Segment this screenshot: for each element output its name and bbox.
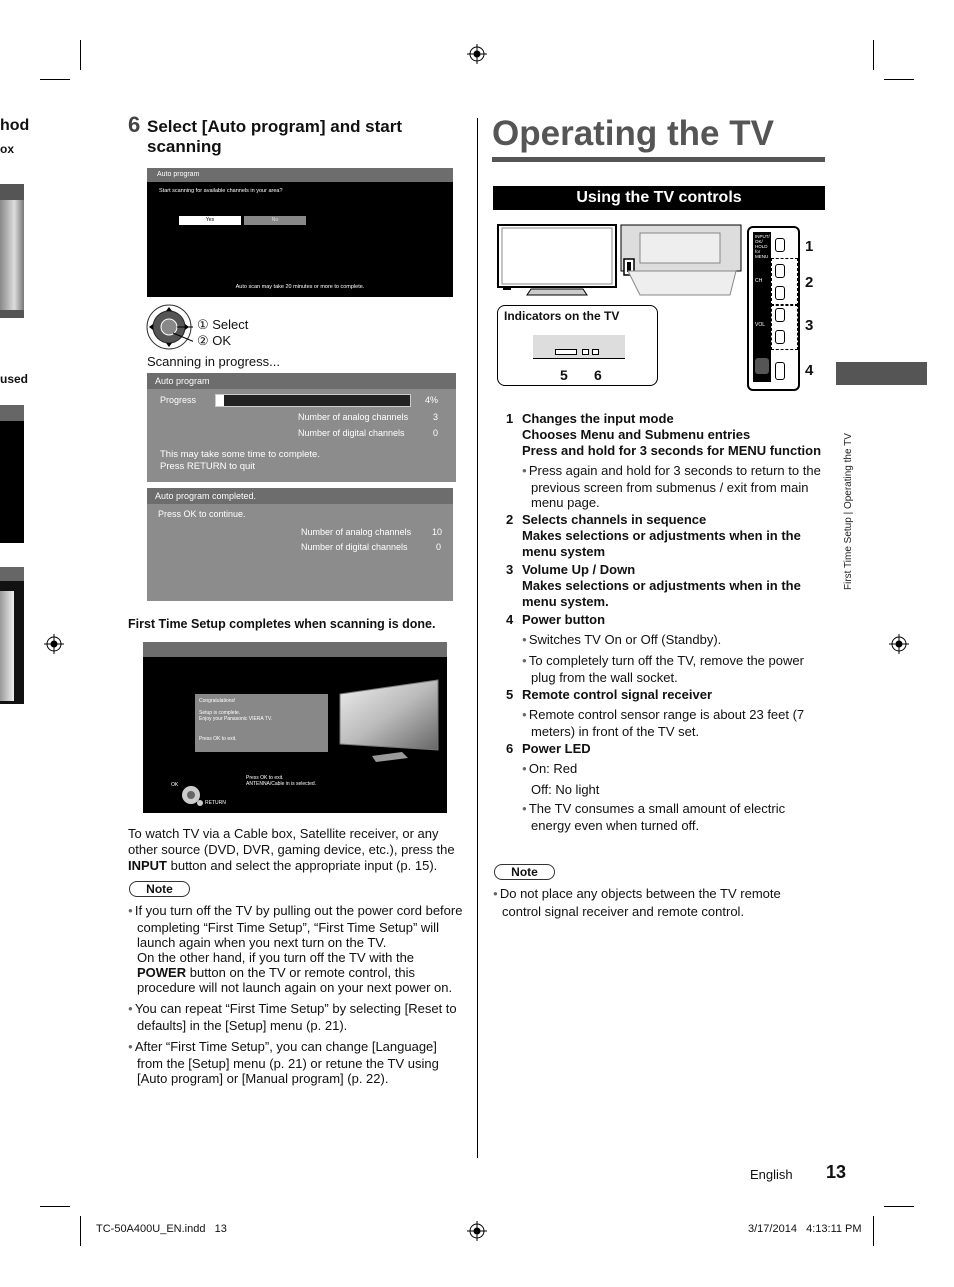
progress-value: 4%: [425, 395, 439, 405]
note-text: On the other hand, if you turn off the TV with the: [137, 950, 415, 965]
analog-value: 10: [432, 527, 443, 537]
scanning-text: Scanning in progress...: [147, 354, 280, 369]
note-text: button on the TV or remote control, this procedure will not launch again on your next power on.: [137, 965, 453, 995]
control-item-line: Selects channels in sequence: [522, 512, 707, 527]
side-tab: [836, 362, 927, 385]
crop-mark: [884, 79, 914, 80]
watch-text: button and select the appropriate input (p. 15).: [167, 858, 438, 873]
digital-label: Number of digital channels: [301, 542, 408, 552]
press-ok-text: Press OK to exit.: [199, 736, 237, 742]
exit-instructions: [246, 775, 316, 787]
control-item: [506, 562, 826, 610]
controls-list: [506, 411, 826, 835]
control-bullet-text: Remote control sensor range is about 23 feet (7 meters) in front of the TV set.: [528, 707, 805, 739]
led-icon: [582, 349, 589, 355]
control-bullet-text: Press again and hold for 3 seconds to return to the previous screen from submenus / exit from main menu page.: [528, 463, 821, 510]
digital-value: 0: [436, 542, 442, 552]
control-item: [506, 612, 826, 685]
remote-dpad-icon: [145, 303, 193, 351]
control-item: [506, 512, 826, 560]
control-bullet-text: On: Red: [528, 761, 578, 776]
screen-title: Auto program: [147, 373, 456, 389]
input-keyword: INPUT: [128, 858, 167, 873]
note-badge: Note: [494, 864, 555, 880]
note-badge: Note: [129, 881, 190, 897]
control-item-number: 3: [506, 562, 514, 577]
callout-4: 4: [805, 362, 814, 379]
page-number: 13: [826, 1162, 847, 1182]
completes-text: First Time Setup completes when scanning is done.: [128, 617, 436, 631]
indicators-box: [497, 305, 658, 386]
callout-2: 2: [805, 274, 814, 291]
control-item-line: Changes the input mode: [522, 411, 674, 426]
control-item-bullet: [522, 782, 826, 797]
progress-message: This may take some time to complete.: [160, 449, 320, 460]
crop-mark: [80, 1216, 81, 1246]
control-item-number: 5: [506, 687, 514, 702]
control-bullet-text: Off: No light: [531, 782, 600, 797]
screen-question: Start scanning for available channels in your area?: [159, 188, 283, 194]
receiver-icon: [555, 349, 577, 355]
control-panel: [747, 226, 800, 391]
footer-date: 3/17/2014 4:13:11 PM: [748, 1223, 862, 1235]
control-bullet-text: Switches TV On or Off (Standby).: [528, 632, 722, 647]
power-button[interactable]: [775, 362, 785, 380]
return-button-icon: [197, 800, 203, 806]
analog-value: 3: [433, 412, 439, 422]
tv-bottom-strip: [533, 335, 625, 359]
control-item-line: Remote control signal receiver: [522, 687, 713, 702]
digital-label: Number of digital channels: [298, 428, 405, 438]
crop-mark: [40, 79, 70, 80]
press-ok-exit-text: Press OK to exit.: [246, 775, 284, 781]
side-tab-text: First Time Setup | Operating the TV: [843, 433, 854, 590]
registration-mark-icon: [44, 634, 64, 654]
left-edge-text: used: [0, 372, 29, 386]
tv-image-icon: [338, 678, 442, 764]
progress-screen: [147, 373, 456, 482]
crop-mark: [40, 1206, 70, 1207]
screen-footer: Auto scan may take 20 minutes or more to complete.: [235, 284, 365, 290]
control-item-line: Volume Up / Down: [522, 562, 636, 577]
registration-mark-icon: [467, 44, 487, 64]
watch-paragraph: [128, 826, 464, 874]
title-underline: [492, 157, 825, 162]
congrats-text: Congratulations!: [199, 698, 236, 704]
indicator-6: 6: [594, 367, 602, 383]
indicators-label: Indicators on the TV: [504, 309, 620, 323]
power-keyword: POWER: [137, 965, 187, 980]
panel-ch-label: CH: [755, 278, 763, 284]
control-item-line: Power LED: [522, 741, 591, 756]
control-item-bullet: [522, 463, 826, 510]
footer-language: English: [750, 1167, 793, 1182]
screen-title: Auto program completed.: [147, 488, 453, 504]
congrats-box: [195, 694, 328, 752]
tv-back-icon: [620, 223, 742, 297]
note-item: [493, 886, 823, 920]
antenna-text: ANTENNA/Cable in is selected.: [246, 781, 317, 787]
note-text: You can repeat “First Time Setup” by selecting [Reset to defaults] in the [Setup] menu (p. 21).: [134, 1001, 457, 1033]
progress-label: Progress: [160, 395, 197, 405]
left-edge-image: [0, 567, 24, 704]
control-item-line: Power button: [522, 612, 606, 627]
note-list: [128, 903, 464, 1086]
control-item-number: 6: [506, 741, 514, 756]
control-item-line: Makes selections or adjustments when in the menu system: [522, 528, 801, 559]
page-title: Operating the TV: [492, 114, 774, 153]
return-hint: RETURN: [205, 800, 226, 806]
control-item-number: 4: [506, 612, 514, 627]
column-divider: [477, 118, 478, 1158]
note-text: If you turn off the TV by pulling out the power cord before completing “First Time Setup”, “First Time Setup” will launch again when you next turn on the TV.: [134, 903, 463, 950]
crop-mark: [873, 1216, 874, 1246]
registration-mark-icon: [889, 634, 909, 654]
watch-text: To watch TV via a Cable box, Satellite receiver, or any other source (DVD, DVR, gaming device, etc.), press the: [128, 826, 455, 857]
left-edge-text: ox: [0, 142, 15, 156]
control-item-number: 1: [506, 411, 514, 426]
step-number: 6: [128, 112, 141, 137]
crop-mark: [873, 40, 874, 70]
control-item-line: Chooses Menu and Submenu entries: [522, 427, 751, 442]
footer-file: TC-50A400U_EN.indd 13: [96, 1223, 227, 1235]
step-title: Select [Auto program] and start scanning: [147, 117, 403, 156]
progress-message: Press RETURN to quit: [160, 461, 256, 472]
crop-mark: [80, 40, 81, 70]
callout-3: 3: [805, 317, 814, 334]
control-item-bullet: [522, 761, 826, 778]
auto-program-screen: [147, 168, 453, 297]
select-label: ① Select: [197, 317, 249, 332]
enjoy-text: Enjoy your Panasonic VIERA TV.: [199, 716, 273, 722]
ok-label: ② OK: [197, 333, 232, 348]
callout-1: 1: [805, 238, 814, 255]
input-button[interactable]: [775, 238, 785, 252]
left-edge-image: [0, 405, 24, 543]
analog-label: Number of analog channels: [301, 527, 412, 537]
no-button[interactable]: No: [244, 216, 306, 225]
control-item-bullet: [522, 653, 826, 685]
control-bullet-text: The TV consumes a small amount of electric energy even when turned off.: [528, 801, 786, 833]
left-edge-text: hod: [0, 117, 30, 134]
progress-fill: [216, 395, 224, 406]
completed-message: Press OK to continue.: [158, 509, 246, 519]
digital-value: 0: [433, 428, 439, 438]
ok-hint: OK: [171, 782, 179, 788]
registration-mark-icon: [467, 1221, 487, 1241]
control-item-line: Makes selections or adjustments when in the menu system.: [522, 578, 801, 609]
crop-mark: [884, 1206, 914, 1207]
tv-front-icon: [497, 223, 619, 297]
analog-label: Number of analog channels: [298, 412, 409, 422]
yes-button[interactable]: Yes: [179, 216, 241, 225]
power-icon: [755, 358, 769, 374]
control-item: [506, 411, 826, 510]
note-item: [128, 1039, 464, 1086]
control-item: [506, 687, 826, 739]
indicator-5: 5: [560, 367, 568, 383]
panel-vol-label: VOL: [755, 322, 766, 328]
section-title: Using the TV controls: [493, 186, 825, 210]
note-item: [128, 903, 464, 950]
setup-complete-screen: [143, 642, 447, 813]
note-text: Do not place any objects between the TV remote control signal receiver and remote control.: [499, 886, 781, 919]
control-item-bullet: [522, 707, 826, 739]
control-item-number: 2: [506, 512, 514, 527]
control-bullet-text: To completely turn off the TV, remove the power plug from the wall socket.: [528, 653, 804, 685]
setup-complete-text: Setup is complete.: [199, 710, 241, 716]
control-item: [506, 741, 826, 833]
note-text: After “First Time Setup”, you can change [Language] from the [Setup] menu (p. 21) or retune the TV using [Auto program] or [Manual program] (p. 22).: [134, 1039, 439, 1086]
note-item-continued: [128, 950, 464, 995]
control-item-line: Press and hold for 3 seconds for MENU function: [522, 443, 822, 458]
control-item-bullet: [522, 632, 826, 649]
screen-title: Auto program: [147, 168, 453, 182]
note-item: [128, 1001, 464, 1033]
control-item-bullet: [522, 801, 826, 833]
led-icon: [592, 349, 599, 355]
progress-bar: [215, 394, 411, 407]
completed-screen: [147, 488, 453, 601]
panel-input-label: INPUT/ OK/ HOLD for MENU: [755, 234, 770, 259]
left-edge-image: [0, 184, 24, 318]
